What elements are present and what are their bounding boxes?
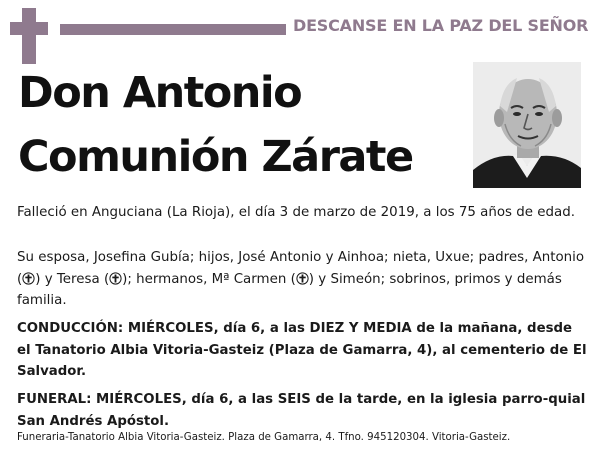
family-mid1: y Teresa xyxy=(44,271,100,287)
circled-cross-icon xyxy=(296,272,309,285)
conduccion-notice: CONDUCCIÓN: MIÉRCOLES, día 6, a las DIEZ Y MEDIA de la mañana, desde el Tanatorio Albia Vitoria-Gasteiz (Plaza de Gamarra, 4), al cementerio de El Salvador. xyxy=(17,321,587,379)
deceased-name-line2: Comunión Zárate xyxy=(18,132,413,182)
circled-cross-icon xyxy=(22,272,35,285)
family-intro: Su esposa, Josefina Gubía; hijos, José Antonio y Ainhoa; nieta, Uxue; padres, Antonio xyxy=(17,250,585,265)
circled-cross-icon xyxy=(109,272,122,285)
family-mid2: ; hermanos, Mª Carmen xyxy=(127,271,287,287)
family-list: Su esposa, Josefina Gubía; hijos, José Antonio y Ainhoa; nieta, Uxue; padres, Antonio ( ) y Teresa ( ); hermanos, Mª Carmen ( ) y Simeón; sobrinos, primos y demás familia. xyxy=(17,250,585,308)
funeral-notice: FUNERAL: MIÉRCOLES, día 6, a las SEIS de la tarde, en la iglesia parro-quial San Andrés Apóstol. xyxy=(17,392,586,429)
deceased-name-line1: Don Antonio xyxy=(18,68,302,118)
header-title: DESCANSE EN LA PAZ DEL SEÑOR xyxy=(293,16,589,35)
funeral-home-footer: Funeraria-Tanatorio Albia Vitoria-Gasteiz. Plaza de Gamarra, 4. Tfno. 945120304. Vitoria-Gasteiz. xyxy=(17,432,511,443)
family-end: y Simeón; sobrinos, primos y demás familia. xyxy=(17,271,562,308)
death-notice: Falleció en Anguciana (La Rioja), el día 3 de marzo de 2019, a los 75 años de edad. xyxy=(17,205,575,220)
cross-icon xyxy=(10,8,48,64)
deceased-portrait xyxy=(473,62,581,188)
header-rule xyxy=(60,24,286,35)
